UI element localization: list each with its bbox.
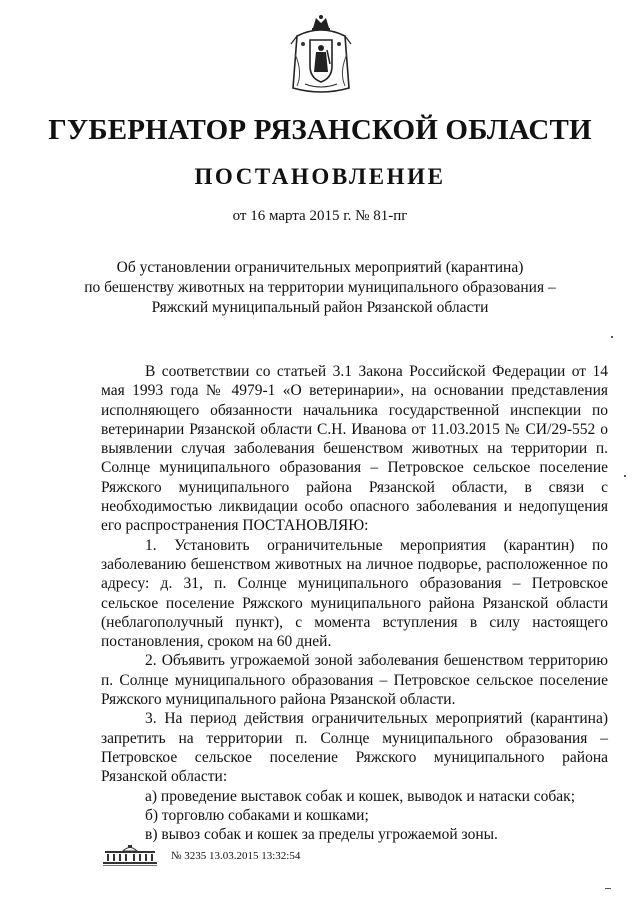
clause-1: 1. Установить ограничительные мероприятия (карантин) по заболеванию бешенством животных на личное подворье, расположенное по адресу: д. 31, п. Солнце муниципального образования – Петровское сельское поселение Ряжского муниципального района Рязанской области (неблагополучный пункт), с момента вступления в силу настоящего постановления, сроком на 60 дней. [101, 536, 608, 651]
decree-title: ПОСТАНОВЛЕНИЕ [194, 164, 446, 189]
registration-stamp: № 3235 13.03.2015 13:32:54 [171, 850, 301, 862]
subject-line: по бешенству животных на территории муниципального образования – [84, 279, 556, 296]
clause-3-subitem-a: а) проведение выставок собак и кошек, выводок и натаски собак; [145, 787, 575, 805]
clause-3-subitem-c: в) вывоз собак и кошек за пределы угрожаемой зоны. [145, 826, 498, 844]
clause-3: 3. На период действия ограничительных мероприятий (карантина) запретить на территории п. Солнце муниципального образования – Петровское сельское поселение Ряжского муниципального района Рязанской области: [101, 710, 608, 786]
clause-3-subitem-b: б) торговлю собаками и кошками; [145, 806, 369, 824]
document-registry-logo-icon [101, 843, 159, 867]
scan-speck [624, 475, 626, 477]
scan-speck [605, 888, 611, 889]
subject-line: Ряжский муниципальный район Рязанской области [151, 299, 489, 316]
decree-subject [0, 258, 640, 318]
registration-footer [101, 843, 401, 869]
decree-date-number: от 16 марта 2015 г. № 81-пг [232, 208, 408, 224]
scan-speck [611, 336, 613, 338]
ryazan-coat-of-arms-icon [289, 14, 353, 98]
preamble-paragraph: В соответствии со статьей 3.1 Закона Российской Федерации от 14 мая 1993 года № 4979-1 «О ветеринарии», на основании представления исполняющего обязанности начальника государственной инспекции по ветеринарии Рязанской области С.Н. Иванова от 11.03.2015 № СИ/29-552 о выявлении случая заболевания бешенством животных на территории п. Солнце муниципального образования – Петровское сельское поселение Ряжского муниципального района Рязанской области, в связи с необходимостью ликвидации особо опасного заболевания и недопущения его распространения ПОСТАНОВЛЯЮ: [101, 363, 608, 535]
subject-line: Об установлении ограничительных мероприятий (карантина) [116, 259, 524, 276]
governor-heading: ГУБЕРНАТОР РЯЗАНСКОЙ ОБЛАСТИ [48, 114, 592, 146]
decree-body [101, 362, 608, 844]
clause-2: 2. Объявить угрожаемой зоной заболевания бешенством территорию п. Солнце муниципального образования – Петровское сельское поселение Ряжского муниципального района Рязанской области. [101, 652, 608, 709]
